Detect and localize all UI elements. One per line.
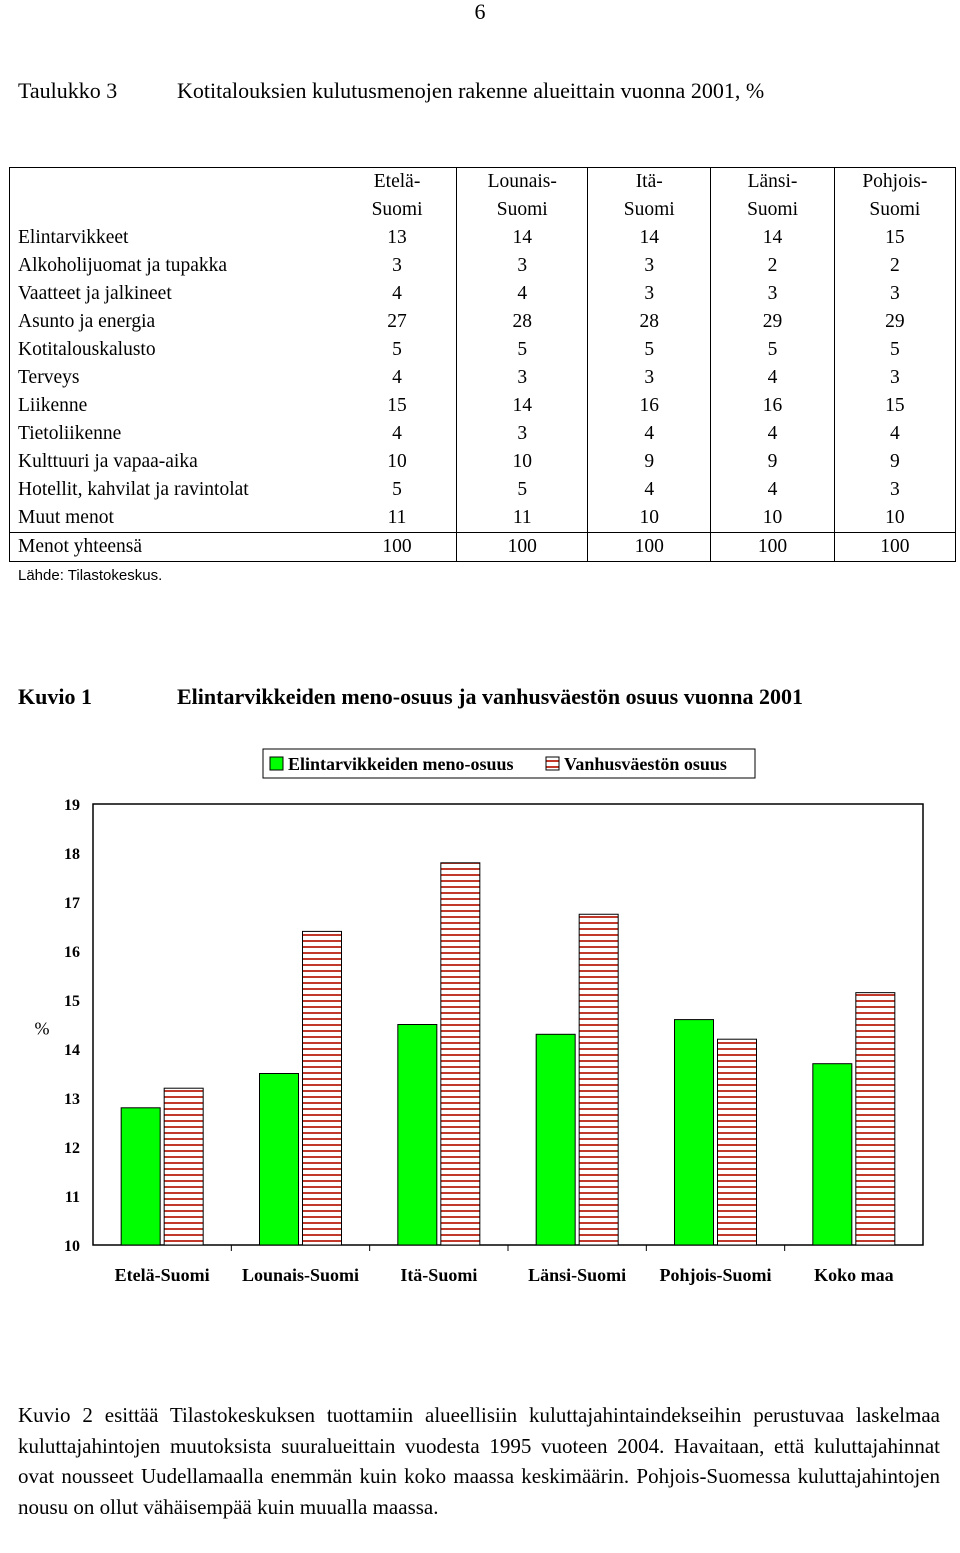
row-label: Terveys bbox=[10, 364, 338, 392]
table-cell: 4 bbox=[711, 476, 834, 504]
bar-elintarvikkeet bbox=[675, 1020, 714, 1245]
bar-vanhusvaesto bbox=[856, 993, 895, 1245]
table-row bbox=[10, 420, 956, 448]
x-tick-label: Koko maa bbox=[814, 1265, 894, 1285]
header-line2: Suomi bbox=[371, 199, 423, 220]
table-cell: 3 bbox=[834, 280, 955, 308]
bar-chart bbox=[0, 730, 960, 1300]
table-cell: 10 bbox=[711, 504, 834, 533]
table-cell: 4 bbox=[392, 283, 402, 304]
table-cell: 10 bbox=[588, 504, 711, 533]
plot-frame bbox=[93, 804, 923, 1245]
table-total-row bbox=[10, 533, 956, 562]
table-cell: 15 bbox=[834, 224, 955, 252]
table-cell: 11 bbox=[457, 504, 588, 533]
table-cell: 5 bbox=[392, 479, 402, 500]
bar-vanhusvaesto bbox=[718, 1039, 757, 1245]
table-cell: 3 bbox=[457, 420, 588, 448]
table-cell: 3 bbox=[457, 364, 588, 392]
table-cell: 28 bbox=[588, 308, 711, 336]
table-cell: 4 bbox=[392, 423, 402, 444]
y-tick-label: 16 bbox=[64, 944, 80, 961]
table-row bbox=[10, 252, 956, 280]
table-cell: 3 bbox=[457, 252, 588, 280]
total-label: Menot yhteensä bbox=[10, 533, 338, 562]
table-cell: 3 bbox=[834, 364, 955, 392]
header-line1: Länsi- bbox=[747, 171, 798, 192]
row-label: Tietoliikenne bbox=[10, 420, 338, 448]
table-header-row bbox=[10, 168, 956, 225]
header-etela bbox=[338, 168, 457, 225]
table-cell: 15 bbox=[387, 395, 407, 416]
table-cell: 5 bbox=[711, 336, 834, 364]
legend-swatch-vanhusvaesto bbox=[546, 757, 559, 770]
table-cell: 28 bbox=[457, 308, 588, 336]
total-cell: 100 bbox=[711, 533, 834, 562]
table-body bbox=[10, 224, 956, 533]
table-cell: 14 bbox=[588, 224, 711, 252]
table-cell: 14 bbox=[457, 392, 588, 420]
body-paragraph: Kuvio 2 esittää Tilastokeskuksen tuottamiin alueellisiin kuluttajahintaindekseihin perustuvaa laskelmaa kuluttajahintojen muutoksista suuralueittain vuodesta 1995 vuoteen 2004. Havaitaan, että kuluttajahinnat ovat nousseet Uudellamaalla enemmän kuin koko maassa keskimäärin. Pohjois-Suomessa kuluttajahintojen nousu on ollut vähäisempää kuin muualla maassa. bbox=[18, 1403, 940, 1519]
table-cell: 4 bbox=[711, 420, 834, 448]
y-axis-label: % bbox=[34, 1018, 50, 1039]
table-cell: 16 bbox=[711, 392, 834, 420]
table-cell: 15 bbox=[834, 392, 955, 420]
header-line1: Pohjois- bbox=[862, 171, 928, 192]
total-cell: 100 bbox=[834, 533, 955, 562]
figure-label: Kuvio 1 bbox=[18, 684, 92, 709]
table-cell: 4 bbox=[457, 280, 588, 308]
total-cell: 100 bbox=[338, 533, 457, 562]
header-line1: Lounais- bbox=[487, 171, 557, 192]
table-cell: 16 bbox=[588, 392, 711, 420]
header-lansi bbox=[711, 168, 834, 225]
table-row bbox=[10, 364, 956, 392]
table-row bbox=[10, 224, 956, 252]
header-line2: Suomi bbox=[869, 199, 921, 220]
row-label: Hotellit, kahvilat ja ravintolat bbox=[10, 476, 338, 504]
table-cell: 3 bbox=[588, 280, 711, 308]
table-cell: 5 bbox=[457, 476, 588, 504]
bar-elintarvikkeet bbox=[121, 1108, 160, 1245]
header-line1: Etelä- bbox=[373, 171, 421, 192]
table-cell: 4 bbox=[834, 420, 955, 448]
table-source: Lähde: Tilastokeskus. bbox=[18, 567, 163, 584]
table-row bbox=[10, 504, 956, 533]
total-cell: 100 bbox=[457, 533, 588, 562]
row-label: Kotitalouskalusto bbox=[10, 336, 338, 364]
header-line2: Suomi bbox=[747, 199, 798, 220]
table-cell: 10 bbox=[457, 448, 588, 476]
y-tick-label: 18 bbox=[64, 846, 80, 863]
table-cell: 3 bbox=[588, 364, 711, 392]
table-cell: 3 bbox=[711, 280, 834, 308]
header-ita bbox=[588, 168, 711, 225]
table-row bbox=[10, 476, 956, 504]
table-cell: 3 bbox=[834, 476, 955, 504]
table-cell: 4 bbox=[588, 476, 711, 504]
table-cell: 4 bbox=[588, 420, 711, 448]
bar-vanhusvaesto bbox=[164, 1088, 203, 1245]
table-cell: 10 bbox=[387, 451, 407, 472]
table-row bbox=[10, 308, 956, 336]
total-cell: 100 bbox=[588, 533, 711, 562]
table-cell: 11 bbox=[387, 507, 407, 528]
x-tick-label: Etelä-Suomi bbox=[114, 1265, 210, 1285]
y-tick-label: 17 bbox=[64, 895, 80, 912]
table-cell: 9 bbox=[711, 448, 834, 476]
table-row bbox=[10, 336, 956, 364]
table-cell: 5 bbox=[392, 339, 402, 360]
header-pohjois bbox=[834, 168, 955, 225]
header-line1: Itä- bbox=[635, 171, 663, 192]
table-row bbox=[10, 280, 956, 308]
row-label: Vaatteet ja jalkineet bbox=[10, 280, 338, 308]
table-cell: 4 bbox=[392, 367, 402, 388]
bar-elintarvikkeet bbox=[398, 1025, 437, 1246]
table-cell: 3 bbox=[588, 252, 711, 280]
row-label: Alkoholijuomat ja tupakka bbox=[10, 252, 338, 280]
row-label: Muut menot bbox=[10, 504, 338, 533]
table-cell: 10 bbox=[834, 504, 955, 533]
table-cell: 2 bbox=[711, 252, 834, 280]
legend-label-vanhusvaesto: Vanhusväestön osuus bbox=[564, 754, 727, 774]
table-cell: 3 bbox=[392, 255, 402, 276]
y-tick-label: 19 bbox=[64, 797, 80, 814]
table-row bbox=[10, 448, 956, 476]
y-tick-label: 15 bbox=[64, 993, 80, 1010]
y-tick-label: 14 bbox=[64, 1042, 80, 1059]
table-cell: 2 bbox=[834, 252, 955, 280]
bar-vanhusvaesto bbox=[441, 863, 480, 1245]
chart-area bbox=[0, 730, 960, 1300]
header-lounais bbox=[457, 168, 588, 225]
expenditure-table bbox=[9, 167, 956, 562]
x-tick-label: Pohjois-Suomi bbox=[659, 1265, 772, 1285]
legend-swatch-elintarvikkeet bbox=[270, 757, 283, 770]
figure-title: Elintarvikkeiden meno-osuus ja vanhusväestön osuus vuonna 2001 bbox=[177, 684, 803, 709]
x-tick-label: Itä-Suomi bbox=[400, 1265, 478, 1285]
bar-elintarvikkeet bbox=[536, 1034, 575, 1245]
table-cell: 29 bbox=[711, 308, 834, 336]
y-tick-label: 12 bbox=[64, 1140, 80, 1157]
bar-elintarvikkeet bbox=[260, 1074, 299, 1246]
header-line2: Suomi bbox=[623, 199, 675, 220]
header-empty bbox=[10, 168, 338, 225]
table-row bbox=[10, 392, 956, 420]
row-label: Elintarvikkeet bbox=[10, 224, 338, 252]
header-line2: Suomi bbox=[496, 199, 548, 220]
table-cell: 13 bbox=[387, 227, 407, 248]
table-cell: 14 bbox=[457, 224, 588, 252]
table-cell: 5 bbox=[834, 336, 955, 364]
table-label: Taulukko 3 bbox=[18, 78, 118, 103]
table-cell: 27 bbox=[387, 311, 407, 332]
table-cell: 14 bbox=[711, 224, 834, 252]
x-tick-label: Lounais-Suomi bbox=[241, 1265, 360, 1285]
legend-label-elintarvikkeet: Elintarvikkeiden meno-osuus bbox=[288, 754, 514, 774]
row-label: Liikenne bbox=[10, 392, 338, 420]
y-tick-label: 10 bbox=[64, 1238, 80, 1255]
y-tick-label: 13 bbox=[64, 1091, 80, 1108]
bar-vanhusvaesto bbox=[579, 914, 618, 1245]
row-label: Asunto ja energia bbox=[10, 308, 338, 336]
page-number: 6 bbox=[474, 0, 486, 24]
bar-elintarvikkeet bbox=[813, 1064, 852, 1245]
bar-vanhusvaesto bbox=[303, 931, 342, 1245]
table-cell: 5 bbox=[457, 336, 588, 364]
table-cell: 9 bbox=[834, 448, 955, 476]
x-tick-label: Länsi-Suomi bbox=[528, 1265, 627, 1285]
table-cell: 9 bbox=[588, 448, 711, 476]
row-label: Kulttuuri ja vapaa-aika bbox=[10, 448, 338, 476]
table-cell: 5 bbox=[588, 336, 711, 364]
table-cell: 4 bbox=[711, 364, 834, 392]
table-title: Kotitalouksien kulutusmenojen rakenne alueittain vuonna 2001, % bbox=[177, 78, 765, 103]
y-tick-label: 11 bbox=[64, 1189, 80, 1206]
table-cell: 29 bbox=[834, 308, 955, 336]
